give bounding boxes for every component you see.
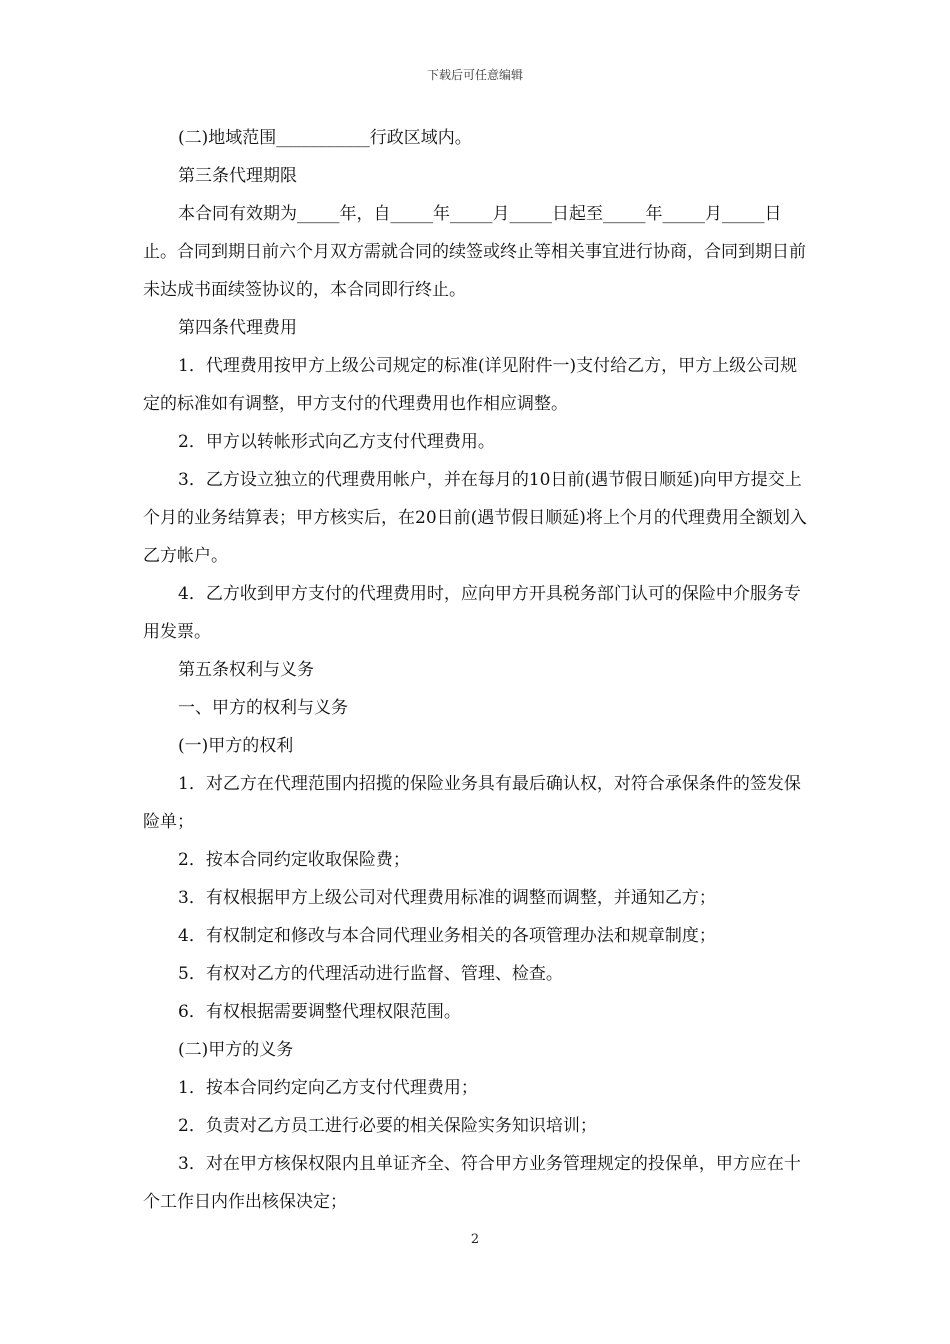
obligation-item-3: 3．对在甲方核保权限内且单证齐全、符合甲方业务管理规定的投保单，甲方应在十个工作日内作出核保决定；	[143, 1154, 801, 1212]
paragraph-region-scope: (二)地域范围___________行政区域内。	[178, 128, 472, 148]
obligation-item-2: 2．负责对乙方员工进行必要的相关保险实务知识培训；	[178, 1116, 597, 1136]
paragraph-fee-transfer: 2．甲方以转帐形式向乙方支付代理费用。	[178, 432, 495, 452]
right-item-6: 6．有权根据需要调整代理权限范围。	[178, 1002, 461, 1022]
page-header: 下载后可任意编辑	[426, 68, 523, 82]
right-item-3: 3．有权根据甲方上级公司对代理费用标准的调整而调整，并通知乙方；	[178, 888, 716, 908]
page-number: 2	[470, 1232, 480, 1247]
document-body	[143, 119, 807, 1221]
right-item-4: 4．有权制定和修改与本合同代理业务相关的各项管理办法和规章制度；	[178, 926, 716, 946]
heading-article-4: 第四条代理费用	[178, 318, 297, 338]
paragraph-fee-standard: 1．代理费用按甲方上级公司规定的标准(详见附件一)支付给乙方，甲方上级公司规定的标准如有调整，甲方支付的代理费用也作相应调整。	[143, 356, 798, 414]
obligation-item-1: 1．按本合同约定向乙方支付代理费用；	[178, 1078, 478, 1098]
heading-party-a-rights: (一)甲方的权利	[178, 736, 294, 756]
heading-party-a-obligations: (二)甲方的义务	[178, 1040, 294, 1060]
right-item-5: 5．有权对乙方的代理活动进行监督、管理、检查。	[178, 964, 563, 984]
heading-article-5: 第五条权利与义务	[178, 660, 314, 680]
right-item-1: 1．对乙方在代理范围内招揽的保险业务具有最后确认权，对符合承保条件的签发保险单；	[143, 774, 801, 832]
right-item-2: 2．按本合同约定收取保险费；	[178, 850, 410, 870]
paragraph-invoice: 4．乙方收到甲方支付的代理费用时，应向甲方开具税务部门认可的保险中介服务专用发票。	[143, 584, 801, 642]
heading-party-a: 一、甲方的权利与义务	[178, 698, 348, 718]
heading-article-3: 第三条代理期限	[178, 166, 297, 186]
paragraph-validity-period: 本合同有效期为_____年，自_____年_____月_____日起至_____年_____月_____日止。合同到期日前六个月双方需就合同的续签或终止等相关事宜进行协商，合同到期日前未达成书面续签协议的，本合同即行终止。	[143, 204, 806, 300]
paragraph-fee-account: 3．乙方设立独立的代理费用帐户，并在每月的10日前(遇节假日顺延)向甲方提交上个月的业务结算表；甲方核实后，在20日前(遇节假日顺延)将上个月的代理费用全额划入乙方帐户。	[143, 470, 807, 566]
